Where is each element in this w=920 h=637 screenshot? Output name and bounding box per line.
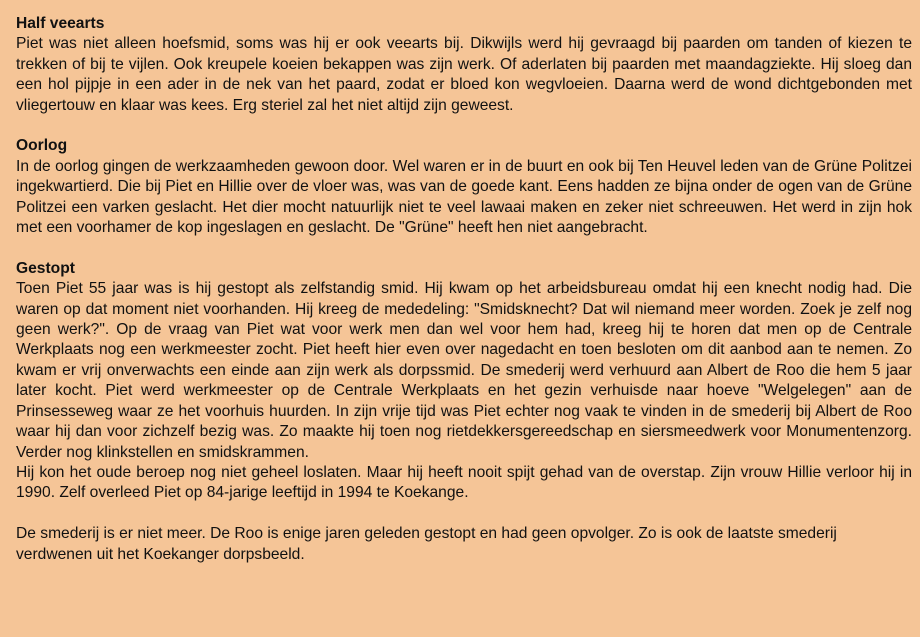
closing-paragraph: De smederij is er niet meer. De Roo is enige jaren geleden gestopt en had geen opvolger. Zo is ook de laatste smederij verdwenen uit het Koekanger dorpsbeeld. [16, 525, 837, 563]
section-heading: Oorlog [16, 137, 68, 155]
section-paragraph: Hij kon het oude beroep nog niet geheel loslaten. Maar hij heeft nooit spijt gehad van de overstap. Zijn vrouw Hillie verloor hij in 1990. Zelf overleed Piet op 84-jarige leeftijd in 1994 te Koekange. [16, 463, 912, 502]
section-oorlog [16, 136, 912, 238]
section-gestopt [16, 259, 912, 504]
section-paragraph: Piet was niet alleen hoefsmid, soms was hij er ook veearts bij. Dikwijls werd hij gevraagd bij paarden om tanden of kiezen te trekken of bij te vijlen. Ook kreupele koeien bekappen was zijn werk. Of aderlaten bij paarden met maandagziekte. Hij sloeg dan een hol pijpje in een ader in de nek van het paard, zodat er bloed kon wegvloeien. Daarna werd de wond dichtgebonden met vliegertouw en klaar was kees. Erg steriel zal het niet altijd zijn geweest. [16, 35, 912, 114]
section-heading: Half veearts [16, 15, 105, 32]
section-closing [16, 524, 912, 565]
section-paragraph: In de oorlog gingen de werkzaamheden gewoon door. Wel waren er in de buurt en ook bij Ten Heuvel leden van de Grüne Politzei ingekwartierd. Die bij Piet en Hillie over de vloer was, was van de goede kant. Eens hadden ze bijna onder de ogen van de Grüne Politzei een varken geslacht. Het dier mocht natuurlijk niet te veel lawaai maken en zeker niet schreeuwen. Het werd in zijn hok met een voorhamer de kop ingeslagen en geslacht. De "Grüne" heeft hen niet aangebracht. [16, 157, 912, 237]
section-paragraph: Toen Piet 55 jaar was is hij gestopt als zelfstandig smid. Hij kwam op het arbeidsbureau omdat hij een knecht nodig had. Die waren op dat moment niet voorhanden. Hij kreeg de mededeling: "Smidsknecht? Dat wil niemand meer worden. Zoek je zelf nog geen werk?". Op de vraag van Piet wat voor werk men dan wel voor hem had, kreeg hij te horen dat men op de Centrale Werkplaats nog een werkmeester zocht. Piet heeft hier even over nagedacht en toen besloten om dit aanbod aan te nemen. Zo kwam er vrij onverwachts een einde aan zijn werk als dorpssmid. De smederij werd verhuurd aan Albert de Roo die hem 5 jaar later kocht. Piet werd werkmeester op de Centrale Werkplaats en het gezin verhuisde naar hoeve "Welgelegen" aan de Prinsesseweg waar ze het voorhuis huurden. In zijn vrije tijd was Piet echter nog vaak te vinden in de smederij bij Albert de Roo waar hij dan voor zichzelf bezig was. Zo maakte hij toen nog rietdekkersgereedschap en siersmeedwerk voor Monumentenzorg. Verder nog klinkstellen en smidskrammen. [16, 280, 912, 461]
section-half-veearts [16, 14, 912, 116]
section-heading: Gestopt [16, 259, 75, 277]
